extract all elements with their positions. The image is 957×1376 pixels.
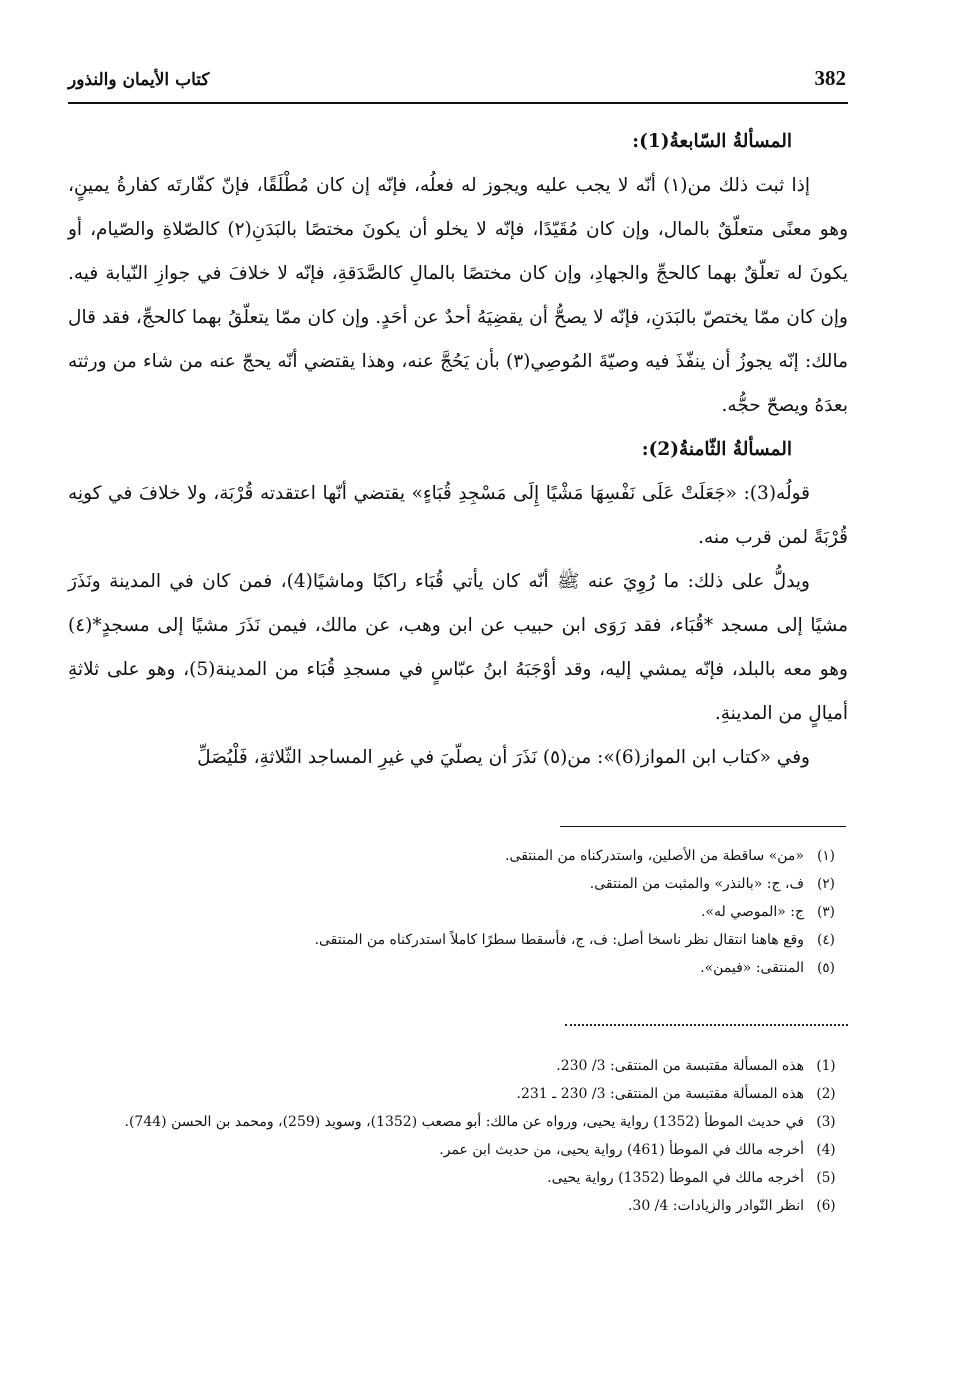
footnote-text: ج: «الموصي له». — [700, 904, 804, 920]
paragraph-3: ويدلُّ على ذلك: ما رُوِيَ عنه ﷺ أنّه كان يأتي قُبَاء راكبًا وماشيًا(4)، فمن كان في المدينة ونَذَرَ مشيًا إلى مسجد *قُبَاء، فقد رَوَى ابن حبيب عن ابن وهب، عن مالك، فيمن نَذَرَ مشيًا إلى مسجدٍ*(٤) وهو معه بالبلد، فإنّه يمشي إليه، وقد أوْجَبَهُ ابنُ عبّاسٍ في مسجدِ قُبَاء من المدينة(5)، وهو على ثلاثةِ أميالٍ من المدينةِ. — [68, 571, 848, 724]
footnote-number: (3) — [816, 1114, 836, 1130]
footnotes-sources — [68, 1052, 848, 1220]
footnote — [68, 842, 848, 870]
footnote-text: هذه المسألة مقتبسة من المنتقى: 3/ 230. — [556, 1058, 804, 1074]
footnote-number: (٣) — [817, 904, 835, 920]
section-heading-seventh: المسألةُ السّابعةُ(1): — [632, 131, 792, 152]
footnote-text: «من» ساقطة من الأصلين، واستدركناه من المنتقى. — [505, 848, 804, 864]
paragraph-4: وفي «كتاب ابن المواز(6)»: من(٥) نَذَرَ أن يصلّيَ في غيرِ المساجد الثّلاثةِ، فَلْيُصَلِّ — [197, 747, 810, 768]
footnote — [68, 926, 848, 954]
footnote — [68, 1052, 848, 1080]
running-title: كتاب الأيمان والنذور — [68, 70, 210, 90]
paragraph-2: قولُه(3): «جَعَلَتْ عَلَى نَفْسِهَا مَشْيًا إِلَى مَسْجِدِ قُبَاءٍ» يقتضي أنّها اعتقدته قُرْبَة، ولا خلافَ في كونِه قُرْبَةً لمن قرب منه. — [68, 483, 848, 548]
footnote-number: (١) — [817, 848, 835, 864]
page-number: 382 — [814, 66, 846, 90]
footnote-number: (6) — [816, 1198, 836, 1214]
main-text — [68, 120, 848, 780]
footnote — [68, 1164, 848, 1192]
footnote-text: المنتقى: «فيمن». — [700, 960, 804, 976]
footnote-text: هذه المسألة مقتبسة من المنتقى: 3/ 230 ـ 231. — [516, 1086, 804, 1102]
footnote — [68, 1192, 848, 1220]
footnote-number: (٤) — [817, 932, 835, 948]
footnote-text: في حديث الموطأ (1352) رواية يحيى، ورواه عن مالك: أبو مصعب (1352)، وسويد (259)، ومحمد بن الحسن (744). — [124, 1114, 804, 1130]
footnote-number: (٢) — [817, 876, 835, 892]
footnote-number: (4) — [816, 1142, 836, 1158]
section-heading-eighth: المسألةُ الثّامنةُ(2): — [641, 439, 792, 460]
paragraph-1: إذا ثبت ذلك من(١) أنّه لا يجب عليه ويجوز له فعلُه، فإنّه إن كان مُطْلَقًا، فإنّ كفّارتَه كفارةُ يمينٍ، وهو معنًى متعلّقٌ بالمال، وإن كان مُقَيّدًا، فإنّه لا يخلو أن يكونَ مختصًا بالبَدَنِ(٢) كالصّلاةِ والصّيام، أو يكونَ له تعلّقٌ بهما كالحجِّ والجهادِ، وإن كان مختصًا بالمالِ كالصَّدَقةِ، فإنّه لا خلافَ في جوازِ النّيابة فيه. وإن كان ممّا يختصّ بالبَدَنِ، فإنّه لا يصحُّ أن يقضِيَهُ أحدٌ عن أحَدٍ. وإن كان ممّا يتعلّقُ بهما كالحجِّ، فقد قال مالك: إنّه يجوزُ أن ينفّذَ فيه وصيّةَ المُوصِي(٣) بأن يَحُجَّ عنه، وهذا يقتضي أنّه يحجّ عنه من شاء من ورثته بعدَهُ ويصحّ حجُّه. — [68, 175, 848, 416]
footnote — [68, 898, 848, 926]
footnote-text: أخرجه مالك في الموطأ (1352) رواية يحيى. — [547, 1170, 804, 1186]
footnote — [68, 870, 848, 898]
footnote — [68, 1080, 848, 1108]
footnote-number: (2) — [816, 1086, 836, 1102]
footnote-text: أخرجه مالك في الموطأ (461) رواية يحيى، من حديث ابن عمر. — [439, 1142, 804, 1158]
footnotes-manuscript — [68, 842, 848, 982]
footnote-text: وقع هاهنا انتقال نظر ناسخا أصل: ف، ج، فأسقطا سطرًا كاملاً استدركناه من المنتقى. — [314, 932, 804, 948]
dotted-separator — [565, 1024, 848, 1026]
footnote — [68, 954, 848, 982]
footnote — [68, 1108, 848, 1136]
footnote-text: انظر النّوادر والزيادات: 4/ 30. — [627, 1198, 804, 1214]
footnote-number: (5) — [816, 1170, 836, 1186]
page-header — [68, 62, 848, 104]
footnote-number: (1) — [816, 1058, 836, 1074]
footnote-number: (٥) — [817, 960, 835, 976]
footnote-separator — [560, 826, 846, 827]
footnote-text: ف، ج: «بالنذر» والمثبت من المنتقى. — [589, 876, 804, 892]
footnote — [68, 1136, 848, 1164]
